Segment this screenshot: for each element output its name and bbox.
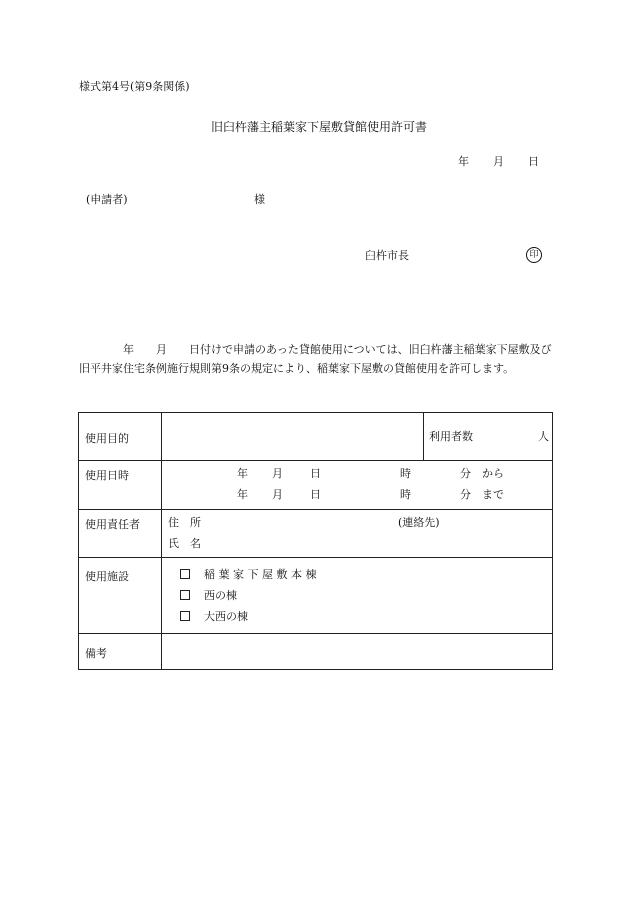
facility-name: 稲 葉 家 下 屋 敷 本 棟 bbox=[204, 568, 317, 581]
name-label: 氏 名 bbox=[168, 537, 201, 550]
end-minute: 分 bbox=[460, 488, 471, 501]
start-from: から bbox=[482, 467, 504, 480]
users-label: 利用者数 bbox=[429, 430, 473, 443]
start-minute: 分 bbox=[460, 467, 471, 480]
applicant-suffix: 様 bbox=[254, 193, 265, 206]
purpose-value[interactable] bbox=[162, 413, 424, 461]
body-text: 日付けで申請のあった貸館使用については、旧臼杵藩主稲葉家下屋敷及び旧平井家住宅条例施行規則第9条の規定により、稲葉家下屋敷の貸館使用を許可します。 bbox=[79, 343, 552, 375]
start-month: 月 bbox=[272, 467, 283, 480]
facility-name: 西の棟 bbox=[204, 589, 237, 602]
date-month: 月 bbox=[493, 155, 504, 168]
facility-name: 大西の棟 bbox=[204, 610, 248, 623]
datetime-label: 使用日時 bbox=[79, 461, 162, 510]
checkbox-icon[interactable] bbox=[180, 590, 190, 600]
start-hour: 時 bbox=[400, 467, 411, 480]
date-year: 年 bbox=[458, 155, 469, 168]
facility-option-main[interactable] bbox=[180, 568, 316, 582]
form-number: 様式第4号(第9条関係) bbox=[79, 80, 190, 93]
date-day: 日 bbox=[528, 155, 539, 168]
users-cell[interactable] bbox=[424, 413, 553, 461]
responsible-label: 使用責任者 bbox=[79, 510, 162, 558]
remarks-label: 備考 bbox=[79, 634, 162, 670]
checkbox-icon[interactable] bbox=[180, 569, 190, 579]
permit-table bbox=[78, 412, 553, 670]
facility-label: 使用施設 bbox=[79, 558, 162, 634]
facility-option-west[interactable] bbox=[180, 589, 237, 603]
document-title: 旧臼杵藩主稲葉家下屋敷貸館使用許可書 bbox=[211, 120, 428, 134]
address-label: 住 所 bbox=[168, 516, 201, 529]
contact-label: (連絡先) bbox=[398, 516, 440, 529]
end-hour: 時 bbox=[400, 488, 411, 501]
start-day: 日 bbox=[310, 467, 321, 480]
seal-mark: 印 bbox=[526, 247, 542, 263]
body-year: 年 bbox=[123, 343, 134, 356]
checkbox-icon[interactable] bbox=[180, 611, 190, 621]
facility-options bbox=[162, 558, 553, 634]
purpose-label: 使用目的 bbox=[79, 413, 162, 461]
end-year: 年 bbox=[237, 488, 248, 501]
users-unit: 人 bbox=[538, 430, 549, 443]
responsible-value[interactable] bbox=[162, 510, 553, 558]
end-month: 月 bbox=[272, 488, 283, 501]
datetime-value[interactable] bbox=[162, 461, 553, 510]
start-year: 年 bbox=[237, 467, 248, 480]
end-day: 日 bbox=[310, 488, 321, 501]
end-until: まで bbox=[482, 488, 504, 501]
facility-option-great-west[interactable] bbox=[180, 610, 248, 624]
applicant-label: (申請者) bbox=[86, 193, 128, 206]
permission-text bbox=[79, 340, 553, 378]
remarks-value[interactable] bbox=[162, 634, 553, 670]
issuer-name: 臼杵市長 bbox=[365, 249, 409, 262]
body-month: 月 bbox=[156, 343, 167, 356]
